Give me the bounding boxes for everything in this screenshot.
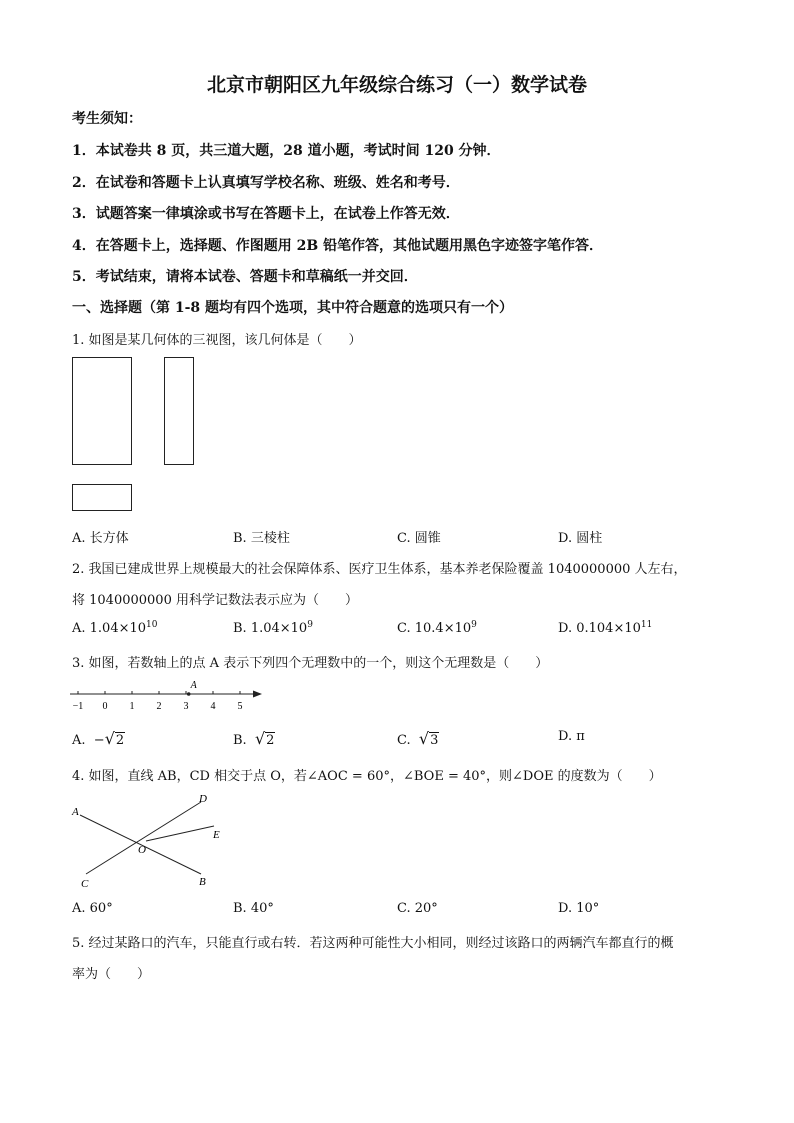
q3-option-b: B. √2: [233, 729, 275, 748]
q2-option-d: D. $0.104\times 10^{11}$: [558, 620, 653, 636]
q2-option-c: C. $10.4\times 10^9$: [397, 620, 477, 636]
question-4-stem: 4. 如图，直线 AB，CD 相交于点 O，若∠AOC = 60°，∠BOE = 40°，则∠DOE 的度数为（ ）: [72, 769, 662, 784]
question-1-stem: 1. 如图是某几何体的三视图，该几何体是（ ）: [72, 333, 362, 348]
number-line-arrow: [253, 691, 262, 698]
label-a: A: [72, 806, 79, 818]
notice-item: 2．在试卷和答题卡上认真填写学校名称、班级、姓名和考号．: [72, 175, 460, 191]
intersecting-lines-figure: [66, 788, 236, 892]
notice-item: 5．考试结束，请将本试卷、答题卡和草稿纸一并交回．: [72, 269, 418, 285]
front-view-rectangle: [72, 357, 132, 465]
number-line-figure: [66, 676, 272, 716]
q4-option-a: A. 60°: [72, 901, 113, 916]
sqrt-sign-icon: √: [254, 729, 266, 748]
question-2-stem: 2. 我国已建成世界上规模最大的社会保障体系、医疗卫生体系，基本养老保险覆盖 1040000000 人左右，: [72, 562, 687, 577]
number-line-tick-label: 1: [129, 701, 135, 712]
question-5-stem: 率为（ ）: [72, 967, 151, 982]
question-3-stem: 3. 如图，若数轴上的点 A 表示下列四个无理数中的一个，则这个无理数是（ ）: [72, 656, 549, 671]
point-a-dot: [187, 692, 191, 696]
number-line-tick-label: 2: [156, 701, 162, 712]
q2-option-b: B. $1.04\times 10^9$: [233, 620, 313, 636]
number-line-tick-label: 0: [102, 701, 108, 712]
label-e: E: [213, 829, 220, 841]
q4-option-d: D. 10°: [558, 901, 600, 916]
point-a-label: A: [190, 680, 197, 691]
number-line-tick-label: 3: [183, 701, 189, 712]
notice-item: 4．在答题卡上，选择题、作图题用 2B 铅笔作答，其他试题用黑色字迹签字笔作答．: [72, 238, 604, 254]
question-2-stem: 将 1040000000 用科学记数法表示应为（ ）: [72, 593, 358, 608]
q4-option-b: B. 40°: [233, 901, 274, 916]
label-b: B: [199, 876, 206, 888]
line-cd: [86, 802, 201, 874]
page-title: 北京市朝阳区九年级综合练习（一）数学试卷: [206, 74, 587, 96]
q1-option-b: B. 三棱柱: [233, 531, 290, 546]
q3-option-c: C. √3: [397, 729, 439, 748]
sqrt-sign-icon: √: [418, 729, 430, 748]
q1-option-d: D. 圆柱: [558, 531, 603, 546]
q3-option-a: A. −√2: [72, 729, 125, 748]
label-c: C: [81, 878, 89, 890]
notice-item: 1．本试卷共 8 页，共三道大题，28 道小题，考试时间 120 分钟．: [72, 143, 501, 159]
number-line-tick-label: 5: [237, 701, 243, 712]
q2-option-a: A. $1.04\times 10^{10}$: [72, 620, 158, 636]
q3-option-d: D. π: [558, 729, 585, 744]
label-d: D: [199, 793, 207, 805]
question-5-stem: 5. 经过某路口的汽车，只能直行或右转．若这两种可能性大小相同，则经过该路口的两辆汽车都直行的概: [72, 936, 674, 951]
label-o: O: [138, 844, 146, 856]
number-line-tick-label: −1: [72, 701, 84, 712]
q4-option-c: C. 20°: [397, 901, 438, 916]
q1-option-a: A. 长方体: [72, 531, 129, 546]
sqrt-sign-icon: √: [104, 729, 115, 748]
q1-option-c: C. 圆锥: [397, 531, 441, 546]
notice-item: 3．试题答案一律填涂或书写在答题卡上，在试卷上作答无效．: [72, 206, 460, 222]
side-view-rectangle: [164, 357, 194, 465]
number-line-tick-label: 4: [210, 701, 216, 712]
notice-heading: 考生须知：: [72, 111, 142, 127]
ray-oe: [146, 826, 214, 841]
section-heading: 一、选择题（第 1-8 题均有四个选项，其中符合题意的选项只有一个）: [72, 300, 514, 316]
top-view-rectangle: [72, 484, 132, 511]
